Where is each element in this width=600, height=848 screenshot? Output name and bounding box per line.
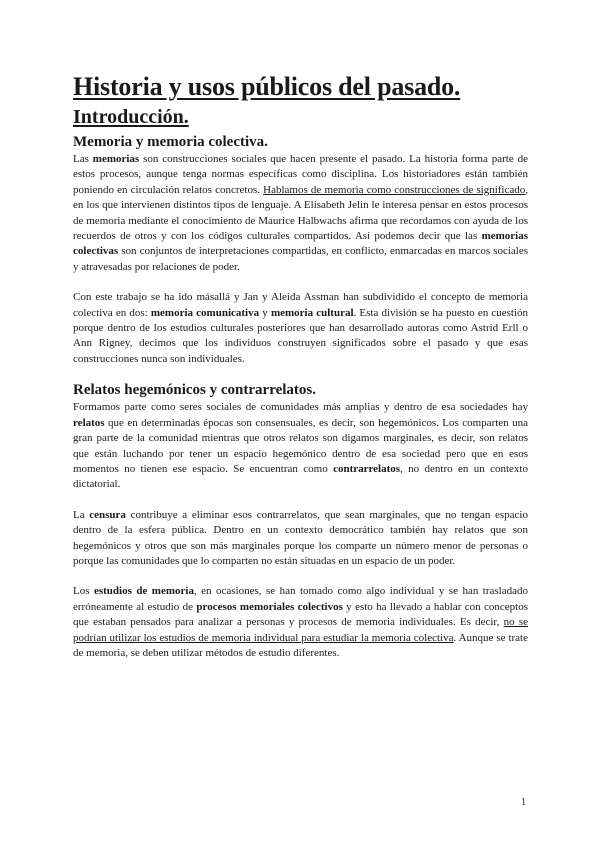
paragraph: Formamos parte como seres sociales de comunidades más amplias y dentro de esa sociedades hay relatos que en determinadas épocas son consensuales, es decir, son hegemónicos. Los comparten una gran parte de la comunidad mientras que otros relatos son digamos marginales, es decir, son relatos que están luchando por tener un espacio hegemónico dentro de esa sociedad pero que en esos momentos no tienen ese espacio. Se encuentran como contrarrelatos, no dentro en un contexto dictatorial. [73, 401, 528, 491]
subsection-heading: Relatos hegemónicos y contrarrelatos. [73, 382, 317, 399]
paragraph: La censura contribuye a eliminar esos contrarrelatos, que sean marginales, que no tengan espacio dentro de la esfera pública. Dentro en un contexto democrático también hay relatos que son hegemónicos y otros que son más marginales porque los comparte un número menor de personas o porque las comunidades que lo comparten no están situadas en un espacio de un poder. [73, 508, 528, 567]
paragraph: Con este trabajo se ha ido másallá y Jan y Aleida Assman han subdividido el concepto de memoria colectiva en dos: memoria comunicativa y memoria cultural. Esta división se ha puesto en cuestión porque dentro de los estudios culturales posteriores que han desarrollado autoras como Astrid Erll o Ann Rigney, decimos que los individuos construyen significados sobre el pasado y que esas construcciones nunca son individuales. [73, 291, 529, 365]
document-title: Historia y usos públicos del pasado. [73, 72, 461, 101]
page-number: 1 [521, 797, 526, 808]
subsection-heading: Memoria y memoria colectiva. [73, 134, 268, 150]
page-content [73, 72, 528, 661]
section-title: Introducción. [73, 106, 189, 128]
paragraph: Los estudios de memoria, en ocasiones, se han tomado como algo individual y se han trasladado erróneamente al estudio de procesos memoriales colectivos y esto ha llevado a hablar con conceptos que estaban pensados para analizar a personas y procesos de memoria individuales. Es decir, no se podrían utilizar los estudios de memoria individual para estudiar la memoria colectiva. Aunque se trate de memoria, se deben utilizar métodos de estudio diferentes. [73, 585, 529, 659]
paragraph: Las memorias son construcciones sociales que hacen presente el pasado. La historia forma parte de estos procesos, aunque tenga normas específicas como disciplina. Los historiadores están también poniendo en circulación relatos concretos. Hablamos de memoria como construcciones de significado, en los que intervienen distintos tipos de lenguaje. A Elisabeth Jelin le interesa pensar en estos procesos de memoria mediante el conocimiento de Maurice Halbwachs afirma que recordamos con ayuda de los recuerdos de otros y con los códigos culturales compartidos. Así podemos decir que las memorias colectivas son conjuntos de interpretaciones compartidas, en conflicto, enmarcadas en marcos sociales y atravesadas por relaciones de poder. [73, 153, 528, 273]
